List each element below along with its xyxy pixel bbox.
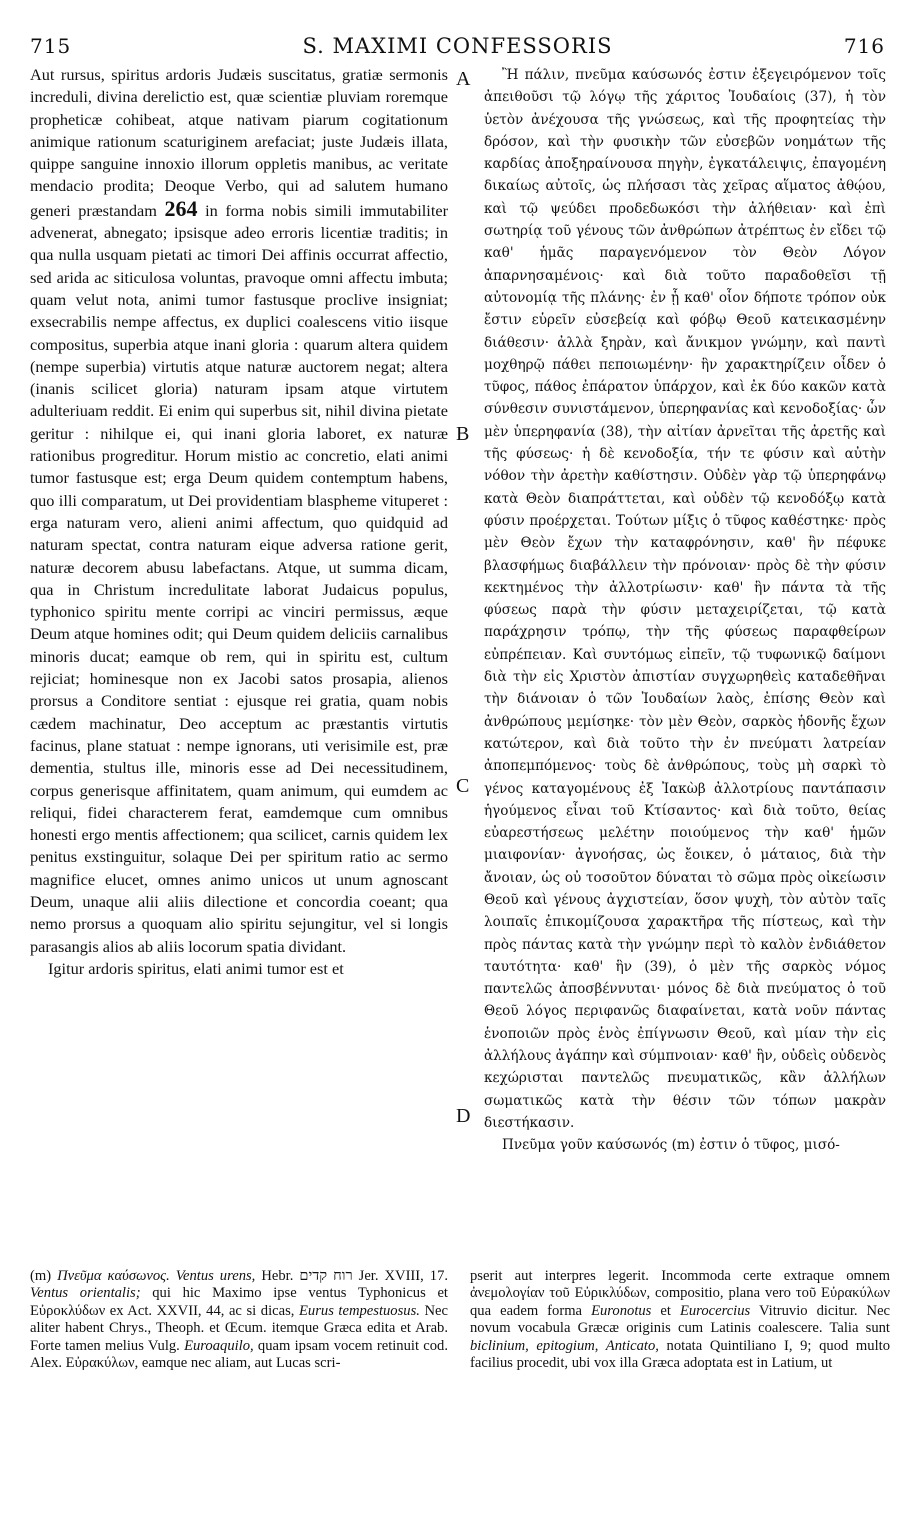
footnote-text [30, 1268, 448, 1372]
page-number-right: 716 [843, 34, 885, 58]
footnote-span: Nec aliter habent Chrys., Theoph. et Œcum. itemque Græca edita et Arab. Forte tamen melius Vulg. [30, 1302, 448, 1354]
margin-letter-d: D [456, 1105, 471, 1127]
footnote-lemma: Πνεῦμα καύσωνος. Ventus urens, [57, 1268, 256, 1284]
greek-paragraph: Πνεῦμα γοῦν καύσωνός (m) ἐστιν ὁ τῦφος, μισό- [502, 1137, 840, 1154]
footnote-span: qui hic Maximo ipse ventus Typhonicus et Εὐροκλύδων ex Act. XXVII, 44, ac si dicas, [30, 1285, 448, 1319]
greek-paragraph: Ἢ πάλιν, πνεῦμα καύσωνός ἐστιν ἐξεγειρόμενον τοῖς ἀπειθοῦσι τῷ λόγῳ τῆς χάριτος Ἰουδαίοις (37), ἡ τὸν ὑετὸν ἀνέχουσα τῆς γνώσεως, καὶ τῆς προφητείας τὴν δρόσον, καὶ τὴν φυσικὴν τῶν εὐσεβῶν νοημάτων τῆς καρδίας ἀποξηραίνουσα πηγὴν, ἐγκατάλειψις, ἐπαγομένη δικαίως αὐτοῖς, ὡς πλήσασι τὰς χεῖρας αἵματος ἀθῴου, καὶ τῷ ψεύδει προδεδωκόσι τὴν ἀλήθειαν· καὶ ἐπὶ σωτηρίᾳ τοῦ γένους τῶν ἀνθρώπων ἀτρέπτως ἐν εἴδει τῷ καθ' ἡμᾶς παραγενόμενον τὸν Θεὸν Λόγον ἀπαρνησαμένοις· καὶ διὰ τοῦτο παραδοθεῖσι τῇ αὐτονομίᾳ τῆς πλάνης· ἐν ᾗ καθ' οἷον δήποτε τρόπον οὐκ ἔστιν εὑρεῖν εὐσεβείᾳ καὶ φόβῳ Θεοῦ κατεικασμένην διάθεσιν· ἀλλὰ ξηρὰν, καὶ ἄνικμον γνώμην, καὶ παντὶ μοχθηρῷ πάθει πεποιωμένην· ἣν χαρακτηρίζειν οἶδεν ὁ τῦφος, πάθος ἐπάρατον ὑπάρχον, καὶ ἐκ δύο κακῶν κατὰ σύνθεσιν συνιστάμενον, ὑπερηφανίας καὶ κενοδοξίας· ὧν μὲν ὑπερηφανία (38), τὴν αἰτίαν ἀρνεῖται τῆς ἀρετῆς καὶ τῆς φύσεως· ἡ δὲ κενοδοξία, τήν τε φύσιν καὶ αὐτὴν νόθον τὴν ἀρετὴν καθίστησιν. Οὐδὲν γὰρ τῷ ὑπερηφάνῳ κατὰ Θεὸν διαπράττεται, καὶ οὐδὲν τῷ κενοδόξῳ κατὰ φύσιν προέρχεται. Τούτων μίξις ὁ τῦφος καθέστηκε· πρὸς μὲν Θεὸν ἔχων τὴν καταφρόνησιν, καθ' ἣν πέφυκε βλασφήμως διαβάλλειν τὴν πρόνοιαν· πρὸς δὲ τὴν φύσιν κεκτημένος τὴν ἀλλοτρίωσιν· καθ' ἣν πάντα τὰ τῆς φύσεως παρὰ τὴν φύσιν μεταχειρίζεται, τῷ κατὰ παράχρησιν τρόπῳ, τὴν τῆς φύσεως παραφθείρων εὐπρέπειαν. Καὶ συντόμως εἰπεῖν, τῷ τυφωνικῷ δαίμονι διὰ τὴν εἰς Χριστὸν ἀπιστίαν συγχωρηθεὶς καταδεθῆναι τὴν διάνοιαν ὁ τῶν Ἰουδαίων λαὸς, ἐπίσης Θεὸν καὶ ἀνθρώπους μεμίσηκε· τὸν μὲν Θεὸν, σαρκὸς ἡδονῆς ἔχων κατώτερον, καὶ διὰ τοῦτο τὴν ἐν πνεύματι λατρείαν ἀποπεμπόμενος· τοὺς δὲ ἀνθρώπους, τοὺς μὴ σαρκὶ τὸ γένος καταγομένους ἐξ Ἰακὼβ ἀλλοτρίους παντάπασιν ἡγούμενος εἶναι τοῦ Κτίσαντος· καὶ διὰ τοῦτο, θείας εὐαρεστήσεως μελέτην ποιούμενος τὴν καθ' ἡμῶν μιαιφονίαν· ἀγνοήσας, ὡς ἔοικεν, ὁ μάταιος, διὰ τὴν ἄνοιαν, ὡς οὐ τοσοῦτον δύναται τὸ σῶμα πρὸς οἰκείωσιν Θεοῦ καὶ γένους ἀγχιστείαν, ὅσον ψυχὴ, τὸν αὐτὸν ταῖς λοιπαῖς ἐπικομίζουσα χαρακτῆρα τῆς πίστεως, καὶ τὴν πρὸς πάντας κατὰ τὴν γνώμην περὶ τὸ καλὸν ἐνδιάθετον ταυτότητα· καθ' ἣν (39), ὁ μὲν τῆς σαρκὸς νόμος παντελῶς ἀποσβέννυται· μόνος δὲ διὰ πνεύματος ὁ τοῦ Θεοῦ λόγος περιφανῶς διαφαίνεται, κατὰ νοῦν πάντας ἑνοποιῶν πρὸς ἑνὸς ἐπίγνωσιν Θεοῦ, καὶ μίαν τὴν εἰς ἀλλήλους ἀγάπην καὶ σύμπνοιαν· καθ' ἣν, οὐδεὶς οὐδενὸς κεχώρισται παντελῶς πνευματικῶς, κἂν ἀλλήλων σωματικῶς κατὰ τὴν θέσιν τῶν τόπων μακρὰν διεστήκασιν. [484, 67, 886, 1131]
latin-text: in forma nobis simili immutabiliter advenerat, abnegato; ipsisque adeo erroris licentiæ traditis; in qua nulla usquam pietati ac timori Dei affinis occurrat affectio, sed arida ac siticulosa voluntas, pravoque omni affectu imbuta; quam velut nota, animi tumor fastusque proclive insigniat; exsecrabilis nempe affectus, ex duplici coalescens vitio iisque compositus, superbia atque inani gloria : quarum altera quidem (nempe superbia) virtutis atque naturæ auctorem negat; altera (inanis scilicet gloria) naturam ipsam atque virtutem adulteriuam reddit. Ei enim qui superbus sit, nihil divina pietate geritur : nihilque ei, qui inani gloria laboret, ex naturæ rationibus progreditur. Horum mistio ac concretio, elati animi tumor fastusque est; erga Deum quidem contemptum habens, quo illi comparatum, ut Dei providentiam blaspheme vituperet : erga naturam vero, alieni animi affectum, quo quidquid ad naturam spectat, contra naturam eique adversa ratione gerit, naturæ decorem abusu labefactans. Atque, ut summa dicam, qua in Christum incredulitate laborat Judaicus populus, typhonico spiritu mente corripi ac vinciri permissus, æque Deum atque homines odit; qui Deum quidem deliciis carnalibus minoris ducat; eamque ob rem, qui in spiritu est, cultum rejiciat; hominesque non ex Jacobi satos prosapia, alienos prorsus a Conditore sentiat : ejusque rei gratia, quam nobis cædem machinatur, Deo acceptum ac præstantis virtutis facinus, plane statuat : nempe ignorans, uti verisimile est, præ dementia, stultus ille, minoris esse ad Dei necessitudinem, corpus generisque affinitatem, quam animum, qui eumdem ac reliqui, fidei characterem ferat, eamdemque cum omnibus honesti ergo mentis affectionem; qua scilicet, carnis quidem lex penitus exstinguitur, solaque Dei per spiritum ratio ac sermo magnifice elucet, omnes animo unicos ut unum agnoscant Deum, unaque alii aliis dilectione et concordia coeant; qua nemo prorsus a quoquam alio spiritu sejungitur, vel si longis parasangis alios ab aliis locorum spatia dividant. [30, 200, 448, 956]
footnote-mark: (m) [30, 1268, 52, 1284]
column-marker: 264 [164, 195, 198, 221]
margin-letter-b: B [456, 423, 470, 445]
latin-paragraph [30, 64, 448, 958]
latin-text: Aut rursus, spiritus ardoris Judæis suscitatus, gratiæ sermonis increduli, divina derelictio est, quæ scientiæ pluviam roremque propheticæ cohibeat, atque nativam piarum cogitationum animique rationum scaturiginem arefaciat; juste Judæis illata, quippe sanguine innoxio illorum oppletis manibus, ac veritate mendacio prodita; Deoque Verbo, qui ad salutem humano generi præstandam [30, 65, 448, 220]
footnote-span: quam ipsam vocem retinuit cod. Alex. Εὐρακύλων, eamque nec aliam, aut Lucas scri- [30, 1337, 448, 1372]
greek-column [484, 64, 886, 1259]
footnote-span: et [660, 1302, 671, 1319]
latin-column [30, 64, 448, 1259]
footnote-span: notata Quintiliano I, 9; quod multo facilius procedit, ubi vox illa Græca adoptata est in Latium, ut [470, 1337, 890, 1372]
footnote-left [30, 1268, 448, 1503]
footnote-span: Eurocercius [679, 1302, 751, 1319]
footnote-span: Ventus orientalis; [30, 1285, 141, 1302]
footnote-span: Euronotus [591, 1302, 652, 1319]
footnote-span: Hebr. רוח קדים Jer. XVIII, 17. [261, 1268, 448, 1284]
running-title: S. MAXIMI CONFESSORIS [302, 34, 613, 58]
footnote-span: Eurus tempestuosus. [299, 1302, 420, 1319]
footnote-span: Euroaquilo, [184, 1337, 254, 1354]
margin-letter-c: C [456, 775, 470, 797]
margin-letter-a: A [456, 68, 471, 90]
footnote-right [470, 1268, 890, 1503]
footnote-span: biclinium, epitogium, Anticato, [470, 1337, 659, 1354]
latin-paragraph: Igitur ardoris spiritus, elati animi tumor est et [48, 958, 344, 978]
page-number-left: 715 [30, 34, 72, 58]
page-header [30, 34, 885, 64]
footnote-span: pserit aut interpres legerit. Incommoda certe extraque omnem ἀνεμολογίαν τοῦ Εὐρικλύδων, compositio, plana vero τοῦ Εὐρακύλων qua eadem forma [470, 1268, 890, 1319]
footnote-text [470, 1268, 890, 1372]
footnote-span: Vitruvio dicitur. Nec novum vocabula Græcæ originis cum Latinis coalescere. Talia sunt [470, 1302, 890, 1337]
